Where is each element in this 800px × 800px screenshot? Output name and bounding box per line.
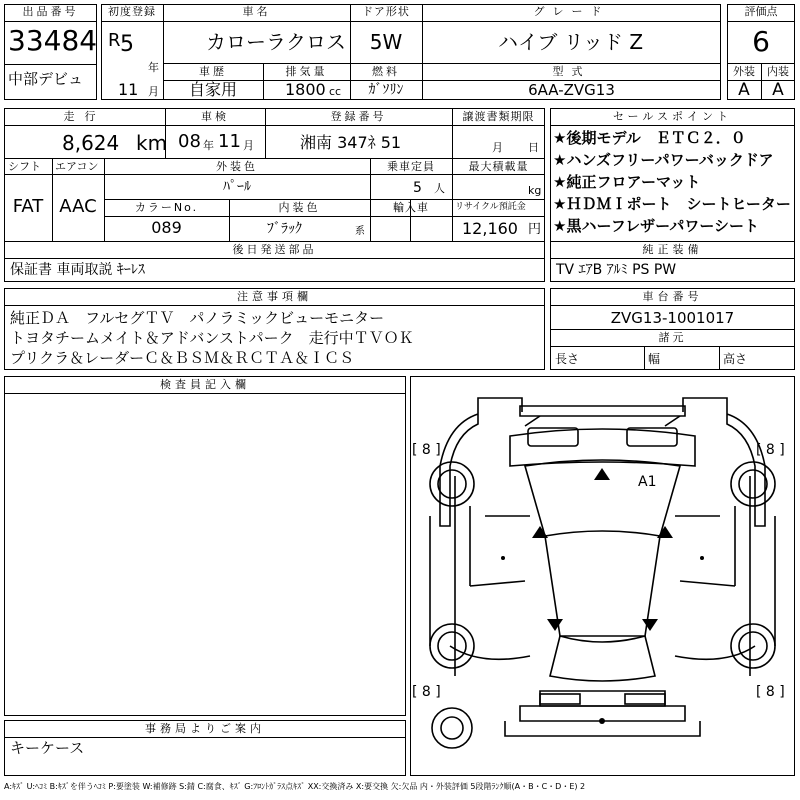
selling-points-label: セールスポイント [612,110,732,123]
wheel-rear-left [430,624,474,668]
notes-line-2: トヨタチームメイト＆アドバンストパーク 走行中ＴＶＯＫ [10,329,414,347]
selling-point-3: ★純正フロアーマット [553,173,701,191]
era: R [108,30,121,51]
capacity: 5 [413,180,422,196]
displacement: 1800 [285,80,326,99]
fuel-label: 燃料 [372,65,400,78]
insp-month-unit: 月 [243,139,254,152]
history: 自家用 [188,80,237,99]
later-parts-label: 後日発送部品 [232,243,317,256]
insp-year: 08 [178,131,201,152]
legend: A:ｷｽﾞ U:ﾍｺﾐ B:ｷｽﾞを伴うﾍｺﾐ P:要塗装 W:補修跡 S:錆 C:腐食、ｷｽﾞ G:ﾌﾛﾝﾄｶﾞﾗｽ点ｷｽﾞ XX:交換済み X:要交換 欠:欠品 内・外装評価 5段階ﾗﾝｸ順(A・B・C・D・E) 2 [4,782,586,791]
model-label: 型式 [552,65,591,78]
ac: AAC [59,196,97,217]
exterior-label: 外装 [733,65,755,78]
score-label: 評価点 [744,5,778,18]
tire-mark-fr: [ 8 ] [756,442,785,458]
year: 5 [120,32,134,57]
capacity-unit: 人 [434,182,445,195]
month: 11 [118,80,139,99]
door-label: ドア形状 [362,5,410,18]
wheel-front-left [430,462,474,506]
mileage-unit: km [136,131,168,155]
selling-point-2: ★ハンズフリーパワーバックドア [553,151,774,169]
insp-year-unit: 年 [203,139,214,152]
displacement-label: 排気量 [285,65,328,78]
fuel: ｶﾞｿﾘﾝ [368,82,404,98]
exterior-grade: A [738,80,750,100]
mileage-label: 走行 [63,110,106,123]
doc-day-unit: 日 [528,141,539,154]
doc-label: 譲渡書類期限 [462,110,535,123]
color-no: 089 [151,218,182,237]
car-diagram [410,376,795,776]
later-parts: 保証書 車両取説 ｷｰﾚｽ [10,262,145,278]
score: 6 [752,25,770,58]
plate: 湘南 347ﾈ 51 [300,133,402,152]
insp-month: 11 [218,131,241,152]
mileage: 8,624 [62,131,120,155]
ext-color-label: 外装色 [216,160,258,173]
grade: ハイブ リッド Z [498,30,644,54]
interior-label: 内装 [767,65,789,78]
shift-label: シフト [8,160,41,173]
spare-tire [432,708,472,748]
office-value: キーケース [10,739,85,757]
displacement-unit: cc [329,85,342,98]
damage-mark: A1 [638,474,657,490]
ext-color: ﾊﾟｰﾙ [223,179,251,195]
equipment-label: 純正装備 [642,243,703,256]
capacity-label: 乗車定員 [387,160,435,173]
year-unit: 年 [148,61,159,74]
chassis-label: 車台番号 [642,290,703,303]
selling-point-4: ★ＨＤＭＩポート シートヒーター [553,195,791,213]
lot-label: 出品番号 [22,5,79,18]
month-unit: 月 [148,85,159,98]
wheel-rear-right [731,624,775,668]
selling-point-5: ★黒ハーフレザーパワーシート [553,217,760,235]
car-name-label: 車名 [242,5,271,18]
model: 6AA-ZVG13 [528,81,615,99]
length-label: 長さ [555,352,580,366]
tire-mark-rl: [ 8 ] [412,684,441,700]
color-no-label: カラーNo. [134,201,199,214]
import-label: 輸入車 [393,201,429,214]
interior-grade: A [772,80,784,100]
history-label: 車歴 [199,65,227,78]
notes-line-1: 純正ＤＡ フルセグＴＶ パノラミックビューモニター [10,309,385,327]
int-color: ﾌﾞﾗｯｸ [267,221,302,237]
first-reg-label: 初度登録 [108,5,156,18]
equipment: TV ｴｱB ｱﾙﾐ PS PW [556,262,677,278]
plate-label: 登録番号 [330,110,387,123]
load-label: 最大積載量 [468,160,529,173]
dims-label: 諸元 [658,331,687,344]
front-body-outline [520,406,685,416]
int-color-label: 内装色 [278,201,321,214]
chassis-number: ZVG13-1001017 [610,309,735,327]
inspector-label: 検査員記入欄 [160,378,250,391]
car-name: カローラクロス [206,30,346,54]
recycle-unit: 円 [528,222,542,237]
inspection-label: 車検 [201,110,229,123]
lot-number: 33484 [8,24,98,57]
grade-label: グレード [533,5,610,18]
office-label: 事務局よりご案内 [145,722,265,735]
width-label: 幅 [648,352,661,366]
load-unit: kg [528,184,542,197]
venue: 中部デビュ [8,70,84,88]
inspector-box [4,376,406,716]
door: 5W [369,30,403,54]
notes-label: 注意事項欄 [237,290,312,303]
shift: FAT [12,196,44,217]
tire-mark-rr: [ 8 ] [756,684,785,700]
height-label: 高さ [723,352,748,366]
notes-line-3: プリクラ＆レーダーＣ＆ＢＳＭ＆ＲＣＴＡ＆ＩＣＳ [10,349,355,367]
recycle: 12,160 [462,219,518,238]
int-color-unit: 系 [355,226,365,237]
doc-month-unit: 月 [492,141,503,154]
recycle-label: リサイクル預託金 [455,202,526,212]
selling-point-1: ★後期モデル ＥＴＣ２．０ [553,129,746,147]
ac-label: エアコン [55,160,99,173]
tire-mark-fl: [ 8 ] [412,442,441,458]
wheel-front-right [731,462,775,506]
